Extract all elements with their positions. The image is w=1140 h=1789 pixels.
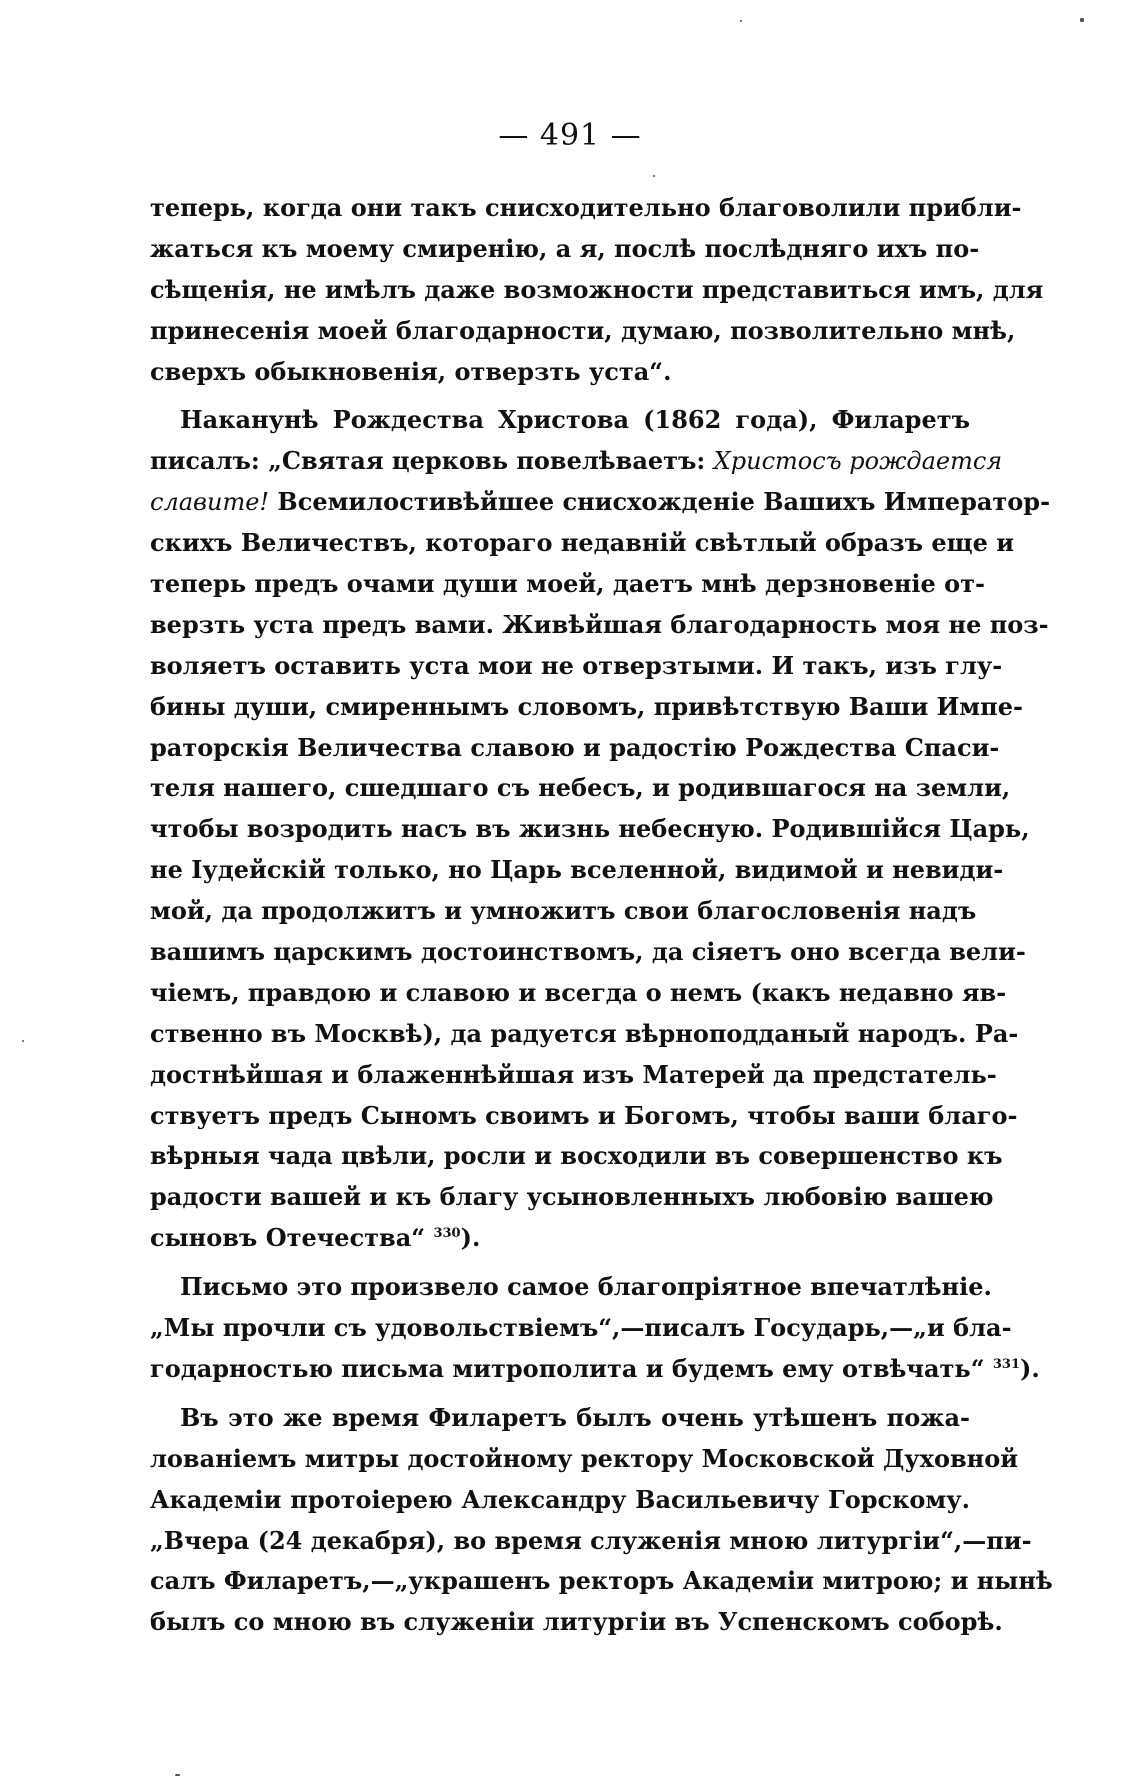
text-line: достнѣйшая и блаженнѣйшая изъ Матерей да предстатель- xyxy=(150,1059,997,1089)
text-line: воляетъ оставить уста мои не отверзтыми. И такъ, изъ глу- xyxy=(150,650,1003,680)
text-line: сверхъ обыкновенія, отверзть уста“. xyxy=(150,356,672,386)
text-run: сыновъ Отечества“ xyxy=(150,1223,434,1253)
text-line: Академіи протоіерею Александру Васильевичу Горскому. xyxy=(150,1484,970,1514)
text-line: сѣщенія, не имѣлъ даже возможности представиться имъ, для xyxy=(150,274,1044,304)
text-run: ). xyxy=(1020,1353,1040,1383)
text-line: теперь, когда они такъ снисходительно благоволили прибли- xyxy=(150,193,1022,222)
paragraph-start: Наканунѣ Рождества Христова (1862 года), Филаретъ xyxy=(180,405,970,435)
text-line: чіемъ, правдою и славою и всегда о немъ (какъ недавно яв- xyxy=(150,977,1007,1007)
text-run: годарностью письма митрополита и будемъ ему отвѣчать“ xyxy=(150,1353,993,1383)
text-run: писалъ: „Святая церковь повелѣваетъ: xyxy=(150,446,714,476)
text-line: теля нашего, сшедшаго съ небесъ, и родившагося на земли, xyxy=(150,773,1011,803)
text-line: теперь предъ очами души моей, даетъ мнѣ дерзновеніе от- xyxy=(150,569,985,599)
text-line: вѣрныя чада цвѣли, росли и восходили въ совершенство къ xyxy=(150,1141,1003,1171)
italic-quote: славите! xyxy=(150,488,270,517)
scan-speck xyxy=(653,175,655,177)
scan-speck xyxy=(1080,18,1084,22)
text-run: ). xyxy=(460,1223,481,1253)
text-line: вашимъ царскимъ достоинствомъ, да сіяетъ оно всегда вели- xyxy=(150,937,1026,967)
scan-speck xyxy=(740,20,742,22)
italic-quote: Христосъ рождается xyxy=(713,447,1003,476)
text-line: ствуетъ предъ Сыномъ своимъ и Богомъ, чтобы ваши благо- xyxy=(150,1100,1018,1130)
text-line: принесенія моей благодарности, думаю, позволительно мнѣ, xyxy=(150,315,1016,345)
text-line: верзть уста предъ вами. Живѣйшая благодарность моя не поз- xyxy=(150,609,1049,639)
scan-speck xyxy=(22,1040,24,1042)
text-line: былъ со мною въ служеніи литургіи въ Успенскомъ соборѣ. xyxy=(150,1607,1003,1637)
text-line: ственно въ Москвѣ), да радуется вѣрноподданый народъ. Ра- xyxy=(150,1018,1019,1048)
paragraph-start: Въ это же время Филаретъ былъ очень утѣшенъ пожа- xyxy=(180,1402,970,1432)
text-line: бины души, смиреннымъ словомъ, привѣтствую Ваши Импе- xyxy=(150,691,1023,721)
page-number: — 491 — xyxy=(498,118,642,153)
text-line: скихъ Величествъ, котораго недавній свѣтлый образъ еще и xyxy=(150,528,1014,558)
text-line xyxy=(150,1218,970,1259)
text-line: лованіемъ митры достойному ректору Московской Духовной xyxy=(150,1443,1019,1473)
text-line: „Вчера (24 декабря), во время служенія мною литургіи“,—пи- xyxy=(150,1525,1032,1555)
footnote-ref: 330 xyxy=(433,1226,461,1242)
text-line: чтобы возродить насъ въ жизнь небесную. Родившійся Царь, xyxy=(150,814,1030,844)
text-line: раторскія Величества славою и радостію Рождества Спаси- xyxy=(150,732,1000,762)
text-line xyxy=(150,1349,1040,1390)
body-text xyxy=(150,188,1053,1643)
text-line: не Іудейскій только, но Царь вселенной, видимой и невиди- xyxy=(150,855,1004,885)
text-line: жаться къ моему смиренію, а я, послѣ послѣдняго ихъ по- xyxy=(150,233,980,263)
text-line xyxy=(150,441,1003,482)
text-line: мой, да продолжитъ и умножитъ свои благословенія надъ xyxy=(150,896,977,926)
paragraph-start: Письмо это произвело самое благопріятное впечатлѣніе. xyxy=(180,1272,992,1302)
text-line: радости вашей и къ благу усыновленныхъ любовію вашею xyxy=(150,1182,994,1212)
footnote-ref: 331 xyxy=(992,1356,1021,1372)
text-line: „Мы прочли съ удовольствіемъ“,—писалъ Государь,—„и бла- xyxy=(150,1313,1012,1343)
text-line: салъ Филаретъ,—„украшенъ ректоръ Академіи митрою; и нынѣ xyxy=(150,1566,1053,1596)
text-line xyxy=(150,482,1051,523)
text-run: Всемилостивѣйшее снисхожденіе Вашихъ Император- xyxy=(269,487,1051,517)
scan-speck xyxy=(175,1774,180,1776)
